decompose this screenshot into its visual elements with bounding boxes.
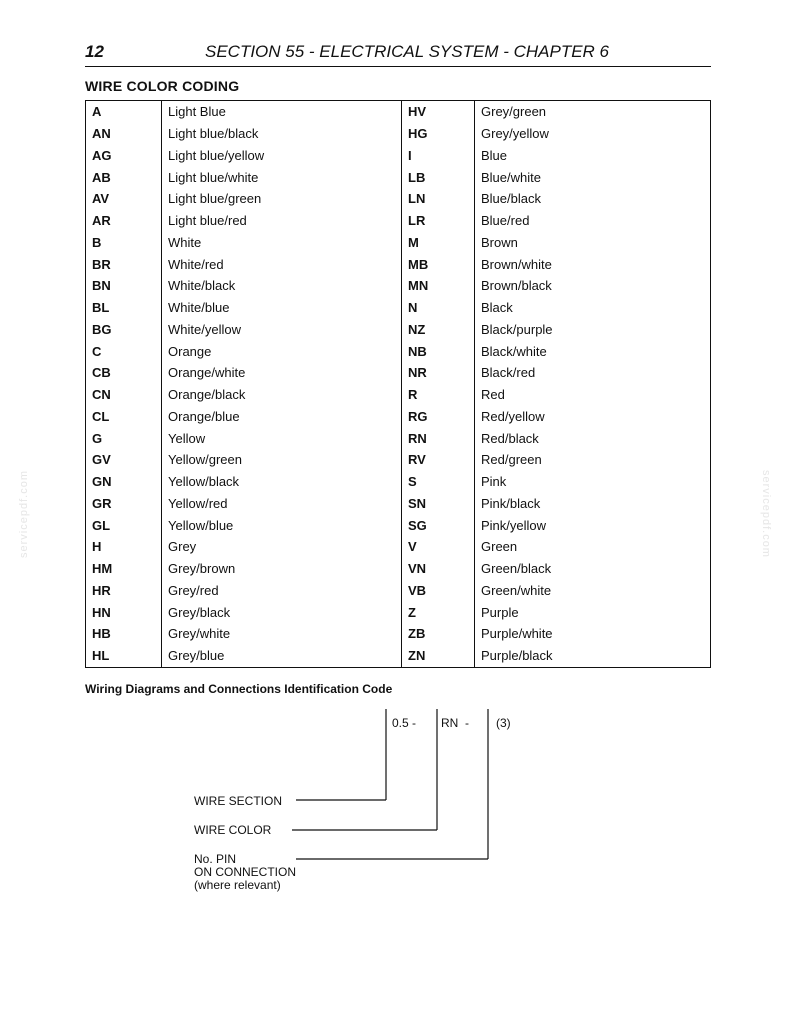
color-name: Red — [475, 384, 711, 406]
code-section-value: 0.5 - — [392, 716, 417, 730]
color-name: Yellow — [162, 427, 402, 449]
color-code: BL — [92, 300, 110, 316]
color-name: Light blue/green — [162, 188, 402, 210]
color-code: AV — [92, 191, 110, 207]
color-code: NR — [402, 362, 475, 384]
color-code: HB — [92, 626, 111, 642]
wire-section-label: WIRE SECTION — [194, 794, 283, 808]
color-code: Z — [402, 601, 475, 623]
color-name: Pink/black — [475, 493, 711, 515]
color-code: R — [402, 384, 475, 406]
page-number: 12 — [85, 42, 104, 61]
color-name: Yellow/blue — [162, 514, 402, 536]
color-code: AR — [92, 213, 111, 229]
color-code: HR — [92, 582, 111, 598]
color-name: Purple/black — [475, 645, 711, 667]
color-name: White/yellow — [162, 319, 402, 341]
diagram-title: Wiring Diagrams and Connections Identification Code — [85, 682, 393, 696]
color-code: MB — [402, 253, 475, 275]
color-name: White/black — [162, 275, 402, 297]
color-name: Brown/white — [475, 253, 711, 275]
color-code: LN — [402, 188, 475, 210]
color-code: M — [402, 232, 475, 254]
wire-color-label: WIRE COLOR — [194, 823, 272, 837]
color-name: Pink/yellow — [475, 514, 711, 536]
color-name: Red/black — [475, 427, 711, 449]
color-name: White/blue — [162, 297, 402, 319]
color-name: Yellow/green — [162, 449, 402, 471]
color-code: H — [92, 539, 102, 555]
color-code: HM — [92, 561, 113, 577]
color-code: CB — [92, 365, 111, 381]
pin-label-line3: (where relevant) — [194, 878, 281, 892]
color-code: RN — [402, 427, 475, 449]
color-code: HG — [402, 123, 475, 145]
code-color-value: RN - — [441, 716, 469, 730]
color-name: Black/purple — [475, 319, 711, 341]
color-code: A — [92, 104, 102, 120]
color-name: Yellow/black — [162, 471, 402, 493]
color-name: Green/white — [475, 580, 711, 602]
color-name: Grey/red — [162, 580, 402, 602]
color-code: NB — [402, 340, 475, 362]
color-name: Grey/black — [162, 601, 402, 623]
color-name: Blue/white — [475, 166, 711, 188]
color-name: Red/yellow — [475, 406, 711, 428]
color-name: Light Blue — [162, 101, 402, 123]
watermark-left: servicepdf.com — [18, 470, 30, 558]
color-code: S — [402, 471, 475, 493]
color-name: Red/green — [475, 449, 711, 471]
color-name: Yellow/red — [162, 493, 402, 515]
color-code: CL — [92, 408, 110, 424]
section-title: WIRE COLOR CODING — [85, 78, 240, 94]
color-code: GR — [92, 495, 112, 511]
color-name: Brown/black — [475, 275, 711, 297]
color-code: SN — [402, 493, 475, 515]
color-code: ZB — [402, 623, 475, 645]
color-name: Grey/brown — [162, 558, 402, 580]
color-name: White/red — [162, 253, 402, 275]
color-name: Black — [475, 297, 711, 319]
page-header-title: SECTION 55 - ELECTRICAL SYSTEM - CHAPTER 6 — [205, 42, 609, 61]
color-name: Black/red — [475, 362, 711, 384]
color-name: Blue/red — [475, 210, 711, 232]
color-code: VB — [402, 580, 475, 602]
color-code: HN — [92, 604, 111, 620]
pin-label-line1: No. PIN — [194, 852, 237, 866]
color-code: CN — [92, 387, 111, 403]
color-code: I — [402, 145, 475, 167]
color-name: Grey/green — [475, 101, 711, 123]
color-name: Light blue/white — [162, 166, 402, 188]
color-code: V — [402, 536, 475, 558]
color-name: Orange/black — [162, 384, 402, 406]
color-code: NZ — [402, 319, 475, 341]
color-code: AG — [92, 147, 112, 163]
color-code: N — [402, 297, 475, 319]
color-name: Grey/blue — [162, 645, 402, 667]
color-code: BG — [92, 321, 112, 337]
color-name: Purple/white — [475, 623, 711, 645]
color-code: AN — [92, 126, 111, 142]
color-code: GV — [92, 452, 111, 468]
color-name: Green/black — [475, 558, 711, 580]
color-code: RV — [402, 449, 475, 471]
color-code: SG — [402, 514, 475, 536]
color-name: Light blue/yellow — [162, 145, 402, 167]
color-name: Light blue/black — [162, 123, 402, 145]
color-name: Brown — [475, 232, 711, 254]
color-code: LR — [402, 210, 475, 232]
color-code: BR — [92, 256, 111, 272]
color-code: MN — [402, 275, 475, 297]
color-name: Orange/white — [162, 362, 402, 384]
color-code: GN — [92, 474, 112, 490]
color-code: LB — [402, 166, 475, 188]
color-code: GL — [92, 517, 111, 533]
color-name: Pink — [475, 471, 711, 493]
color-name: Orange/blue — [162, 406, 402, 428]
color-code: C — [92, 343, 102, 359]
watermark-right: servicepdf.com — [760, 470, 772, 558]
color-name: White — [162, 232, 402, 254]
color-name: Blue — [475, 145, 711, 167]
color-code: HV — [402, 101, 475, 123]
color-name: Light blue/red — [162, 210, 402, 232]
color-name: Grey/yellow — [475, 123, 711, 145]
code-pin-value: (3) — [496, 716, 511, 730]
color-code: G — [92, 430, 103, 446]
color-name: Grey — [162, 536, 402, 558]
pin-label-line2: ON CONNECTION — [194, 865, 296, 879]
color-code: HL — [92, 648, 110, 664]
color-code: BN — [92, 278, 111, 294]
color-name: Black/white — [475, 340, 711, 362]
color-name: Green — [475, 536, 711, 558]
color-name: Blue/black — [475, 188, 711, 210]
color-code: RG — [402, 406, 475, 428]
color-code: AB — [92, 169, 111, 185]
color-name: Grey/white — [162, 623, 402, 645]
color-code: ZN — [402, 645, 475, 667]
color-name: Purple — [475, 601, 711, 623]
color-code: VN — [402, 558, 475, 580]
color-name: Orange — [162, 340, 402, 362]
color-code: B — [92, 234, 102, 250]
